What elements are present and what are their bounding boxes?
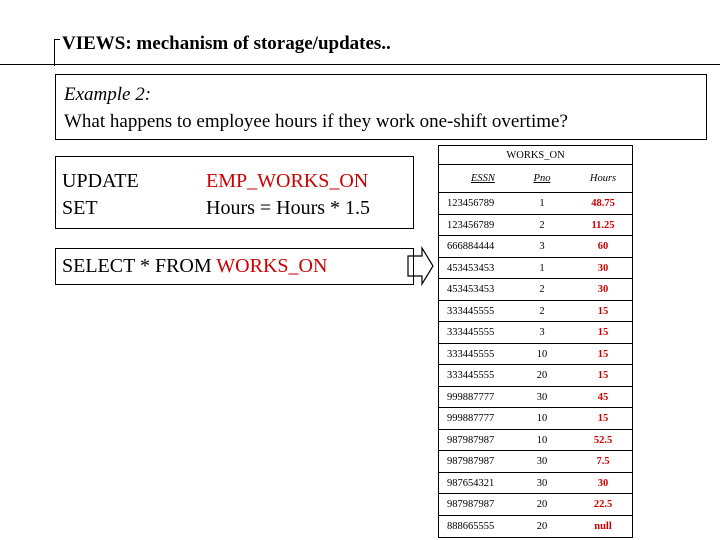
header-pno: Pno	[533, 173, 551, 184]
update-table-name: EMP_WORKS_ON	[206, 170, 369, 192]
cell-hours: 22.5	[593, 499, 613, 510]
cell-hours: null	[594, 520, 612, 532]
cell-hours: 11.25	[591, 219, 615, 231]
table-row	[439, 494, 632, 516]
example-box	[55, 74, 707, 140]
cell-pno: 30	[536, 477, 548, 489]
table-row	[439, 473, 632, 495]
cell-essn: 333445555	[447, 370, 495, 381]
cell-essn: 999887777	[447, 413, 495, 424]
cell-essn: 987987987	[447, 434, 495, 446]
cell-essn: 123456789	[447, 219, 495, 231]
cell-hours: 15	[597, 348, 609, 360]
table-row	[439, 408, 632, 430]
cell-pno: 20	[536, 499, 548, 510]
table-row	[439, 387, 632, 409]
cell-essn: 123456789	[447, 198, 495, 209]
cell-hours: 15	[597, 327, 609, 338]
cell-essn: 333445555	[447, 348, 495, 360]
cell-essn: 453453453	[447, 262, 495, 274]
right-arrow-icon	[406, 246, 436, 286]
cell-essn: 888665555	[447, 520, 495, 532]
cell-pno: 2	[539, 305, 545, 317]
cell-pno: 3	[539, 327, 545, 338]
cell-essn: 999887777	[447, 391, 495, 403]
cell-essn: 453453453	[447, 284, 495, 295]
cell-pno: 10	[536, 348, 548, 360]
table-row	[439, 451, 632, 473]
cell-hours: 30	[597, 262, 609, 274]
cell-hours: 30	[597, 284, 609, 295]
table-row	[439, 301, 632, 323]
update-statement-box	[55, 156, 414, 229]
cell-hours: 45	[597, 391, 609, 403]
table-row	[439, 344, 632, 366]
set-keyword: SET	[62, 197, 98, 219]
cell-pno: 2	[539, 219, 545, 231]
table-row	[439, 365, 632, 387]
works-on-table-title: WORKS_ON	[439, 146, 632, 165]
select-statement-box	[55, 248, 414, 285]
header-hours: Hours	[589, 173, 617, 184]
cell-pno: 3	[539, 241, 545, 252]
title-accent-vline	[54, 40, 55, 66]
cell-hours: 15	[597, 305, 609, 317]
table-row	[439, 279, 632, 301]
cell-essn: 987654321	[447, 477, 495, 489]
cell-pno: 10	[536, 434, 548, 446]
example-question: What happens to employee hours if they work one-shift overtime?	[64, 111, 568, 132]
table-row	[439, 516, 632, 538]
select-table-name: WORKS_ON	[216, 255, 328, 277]
cell-essn: 987987987	[447, 456, 495, 467]
table-row	[439, 430, 632, 452]
table-row	[439, 322, 632, 344]
title-divider	[0, 64, 720, 65]
cell-pno: 2	[539, 284, 545, 295]
cell-pno: 30	[536, 456, 548, 467]
select-prefix: SELECT * FROM	[62, 255, 217, 277]
table-row	[439, 215, 632, 237]
works-on-table	[438, 145, 633, 538]
cell-hours: 48.75	[591, 198, 615, 209]
cell-essn: 987987987	[447, 499, 495, 510]
cell-essn: 333445555	[447, 327, 495, 338]
cell-essn: 333445555	[447, 305, 495, 317]
cell-pno: 30	[536, 391, 548, 403]
works-on-header-row	[439, 165, 632, 193]
table-row	[439, 258, 632, 280]
cell-hours: 60	[597, 241, 609, 252]
cell-pno: 1	[539, 198, 545, 209]
cell-pno: 1	[539, 262, 545, 274]
table-row	[439, 236, 632, 258]
cell-hours: 52.5	[593, 434, 613, 446]
cell-hours: 7.5	[596, 456, 610, 467]
update-keyword: UPDATE	[62, 170, 139, 192]
slide-title: VIEWS: mechanism of storage/updates..	[62, 33, 391, 54]
table-row	[439, 193, 632, 215]
cell-hours: 15	[597, 413, 609, 424]
cell-pno: 10	[536, 413, 548, 424]
cell-pno: 20	[536, 520, 548, 532]
cell-hours: 15	[597, 370, 609, 381]
header-essn: ESSN	[471, 173, 495, 184]
cell-hours: 30	[597, 477, 609, 489]
cell-essn: 666884444	[447, 241, 495, 252]
set-assignment: Hours = Hours * 1.5	[206, 197, 371, 219]
cell-pno: 20	[536, 370, 548, 381]
example-heading: Example 2:	[64, 84, 152, 105]
